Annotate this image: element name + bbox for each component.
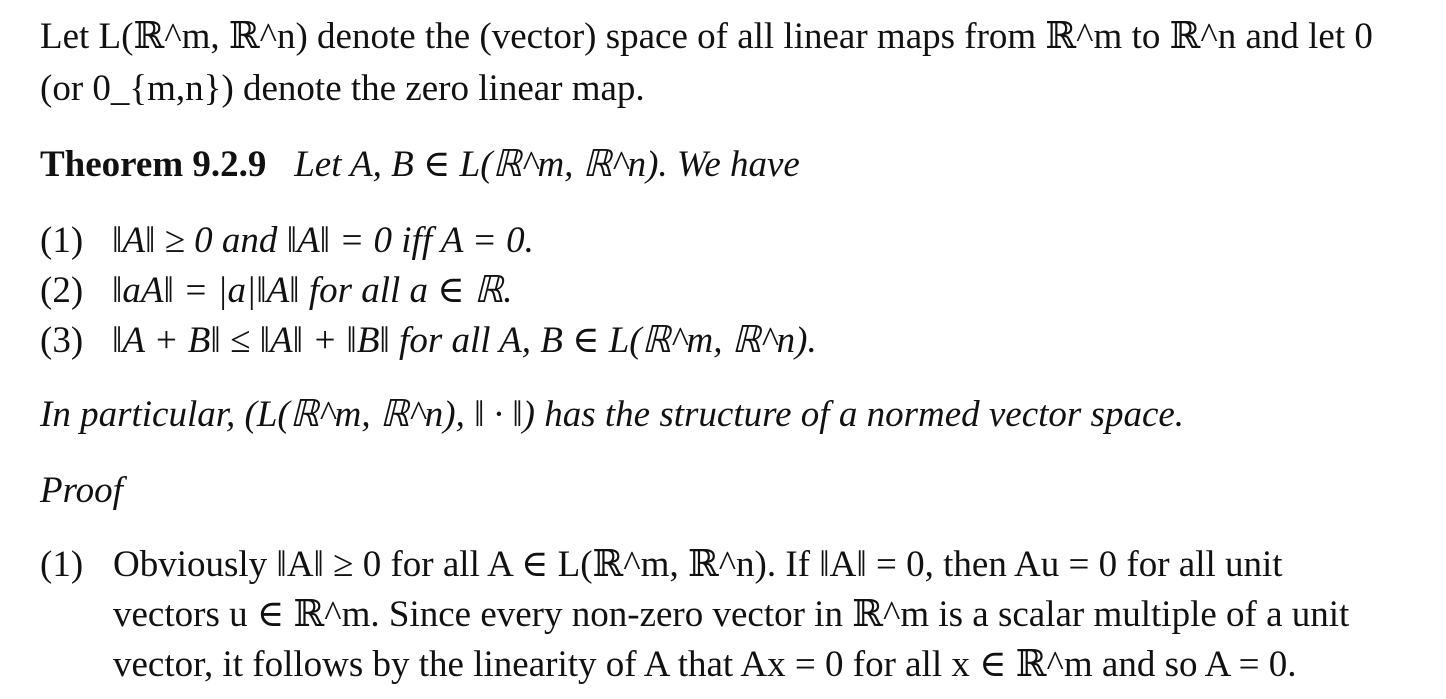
intro-line-2: (or 0_{m,n}) denote the zero linear map. bbox=[40, 68, 645, 109]
conclusion-text: In particular, (L(ℝ^m, ℝ^n), ‖ · ‖) has the structure of a normed vector space. bbox=[40, 394, 1185, 435]
item-number: (1) bbox=[40, 220, 84, 261]
proof-label-text: Proof bbox=[40, 470, 123, 511]
item-text: ‖aA‖ = |a|‖A‖ for all a ∈ ℝ. bbox=[112, 270, 513, 311]
proof-item-1-number: (1) bbox=[40, 544, 84, 585]
theorem-item-2 bbox=[40, 272, 513, 309]
theorem-label: Theorem 9.2.9 bbox=[40, 144, 267, 185]
item-number: (3) bbox=[40, 320, 84, 361]
proof-label bbox=[40, 472, 123, 509]
theorem-item-3 bbox=[40, 322, 817, 359]
item-text: ‖A + B‖ ≤ ‖A‖ + ‖B‖ for all A, B ∈ L(ℝ^m, ℝ^n). bbox=[112, 320, 817, 361]
proof-line-3: vector, it follows by the linearity of A that Ax = 0 for all x ∈ ℝ^m and so A = 0. bbox=[113, 644, 1297, 685]
intro-line-1: Let L(ℝ^m, ℝ^n) denote the (vector) space of all linear maps from ℝ^m to ℝ^n and let 0 bbox=[40, 16, 1373, 57]
item-text: ‖A‖ ≥ 0 and ‖A‖ = 0 iff A = 0. bbox=[112, 220, 534, 261]
theorem-item-1 bbox=[40, 222, 534, 259]
theorem-heading bbox=[40, 146, 800, 183]
proof-line-1: Obviously ‖A‖ ≥ 0 for all A ∈ L(ℝ^m, ℝ^n). If ‖A‖ = 0, then Au = 0 for all unit bbox=[113, 544, 1283, 585]
proof-line-2: vectors u ∈ ℝ^m. Since every non-zero vector in ℝ^m is a scalar multiple of a unit bbox=[113, 594, 1350, 635]
theorem-conclusion bbox=[40, 396, 1184, 433]
item-number: (2) bbox=[40, 270, 84, 311]
theorem-statement: Let A, B ∈ L(ℝ^m, ℝ^n). We have bbox=[294, 144, 800, 185]
